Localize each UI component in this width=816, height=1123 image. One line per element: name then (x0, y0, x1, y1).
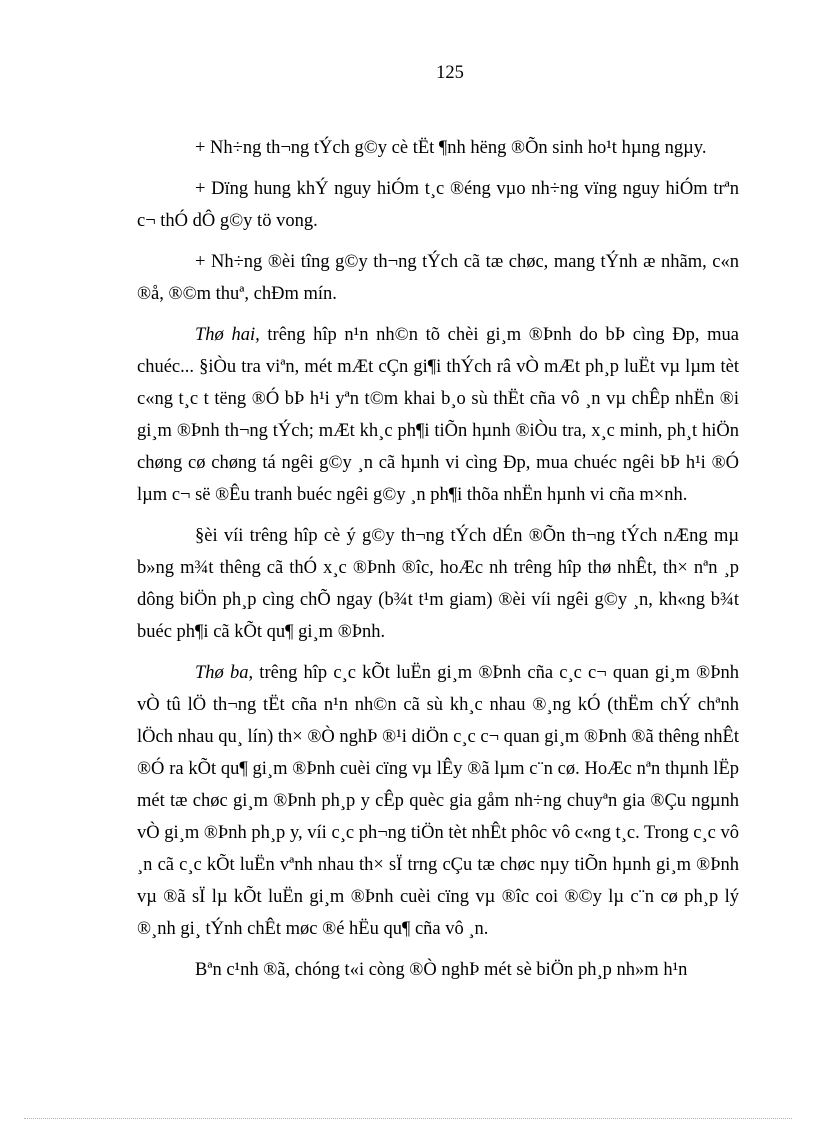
paragraph-text: trêng hîp n¹n nh©n tõ chèi gi¸m ®Þnh do bÞ cìng Ðp, mua chuéc... §iÒu tra viªn, mét mÆt cÇn gi¶i thÝch râ vÒ mÆt ph¸p luËt vµ lµm tèt c«ng t¸c t tëng ®Ó bÞ h¹i yªn t©m khai b¸o sù thËt cña vô ¸n vµ chÊp nhËn ®i gi¸m ®Þnh th¬ng tÝch; mÆt kh¸c ph¶i tiÕn hµnh ®iÒu tra, x¸c minh, ph¸t hiÖn chøng cø chøng tá ngêi g©y ¸n cã hµnh vi cìng Ðp, mua chuéc ngêi bÞ h¹i ®Ó lµm c¬ së ®Êu tranh buéc ngêi g©y ¸n ph¶i thõa nhËn hµnh vi cña m×nh. (137, 325, 739, 505)
paragraph-text: + Nh÷ng th¬ng tÝch g©y cè tËt ¶nh hëng ®Õn sinh ho¹t hµng ngµy. (195, 138, 707, 158)
paragraph-text: + Dïng hung khÝ nguy hiÓm t¸c ®éng vµo nh÷ng vïng nguy hiÓm trªn c¬ thÓ dÔ g©y tö vong. (137, 179, 739, 231)
paragraph-text: + Nh÷ng ®èi tîng g©y th¬ng tÝch cã tæ chøc, mang tÝnh æ nhãm, c«n ®å, ®©m thuª, chÐm mín. (137, 252, 739, 304)
paragraph-lead: Thø ba (195, 663, 249, 683)
paragraph-proposals (137, 954, 739, 986)
paragraph-second-case (137, 319, 739, 511)
page-number: 125 (436, 63, 464, 83)
paragraph-text: Bªn c¹nh ®ã, chóng t«i còng ®Ò nghÞ mét sè biÖn ph¸p nh»m h¹n (195, 960, 688, 980)
body-text (137, 132, 739, 995)
page-bottom-divider (24, 1118, 792, 1119)
paragraph-text: §èi víi trêng hîp cè ý g©y th¬ng tÝch dÉn ®Õn th¬ng tÝch nÆng mµ b»ng m¾t thêng cã thÓ x¸c ®Þnh ®îc, hoÆc nh trêng hîp thø nhÊt, th× nªn ¸p dông biÖn ph¸p cìng chÕ ngay (b¾t t¹m giam) ®èi víi ngêi g©y ¸n, kh«ng b¾t buéc ph¶i cã kÕt qu¶ gi¸m ®Þnh. (137, 526, 739, 642)
paragraph-third-case (137, 657, 739, 945)
paragraph-dangerous-weapons (137, 173, 739, 237)
paragraph-lead: Thø hai, (195, 325, 260, 345)
paragraph-text: , trêng hîp c¸c kÕt luËn gi¸m ®Þnh cña c¸c c¬ quan gi¸m ®Þnh vÒ tû lÖ th¬ng tËt cña n¹n nh©n cã sù kh¸c nhau ®¸ng kÓ (thËm chÝ chªnh lÖch nhau qu¸ lín) th× ®Ò nghÞ ®¹i diÖn c¸c c¬ quan gi¸m ®Þnh ®ã thêng nhÊt ®Ó ra kÕt qu¶ gi¸m ®Þnh cuèi cïng vµ lÊy ®ã lµm c¨n cø. HoÆc nªn thµnh lËp mét tæ chøc gi¸m ®Þnh ph¸p y cÊp quèc gia gåm nh÷ng chuyªn gia ®Çu ngµnh vÒ gi¸m ®Þnh ph¸p y, víi c¸c ph¬ng tiÖn tèt nhÊt phôc vô c«ng t¸c. Trong c¸c vô ¸n cã c¸c kÕt luËn vªnh nhau th× sÏ trng cÇu tæ chøc nµy tiÕn hµnh gi¸m ®Þnh vµ ®ã sÏ lµ kÕt luËn gi¸m ®Þnh cuèi cïng vµ ®îc coi ®©y lµ c¨n cø ph¸p lý ®¸nh gi¸ tÝnh chÊt møc ®é hËu qu¶ cña vô ¸n. (137, 663, 739, 939)
paragraph-injury-disability (137, 132, 739, 164)
paragraph-serious-injury (137, 520, 739, 648)
paragraph-organized-offenders (137, 246, 739, 310)
